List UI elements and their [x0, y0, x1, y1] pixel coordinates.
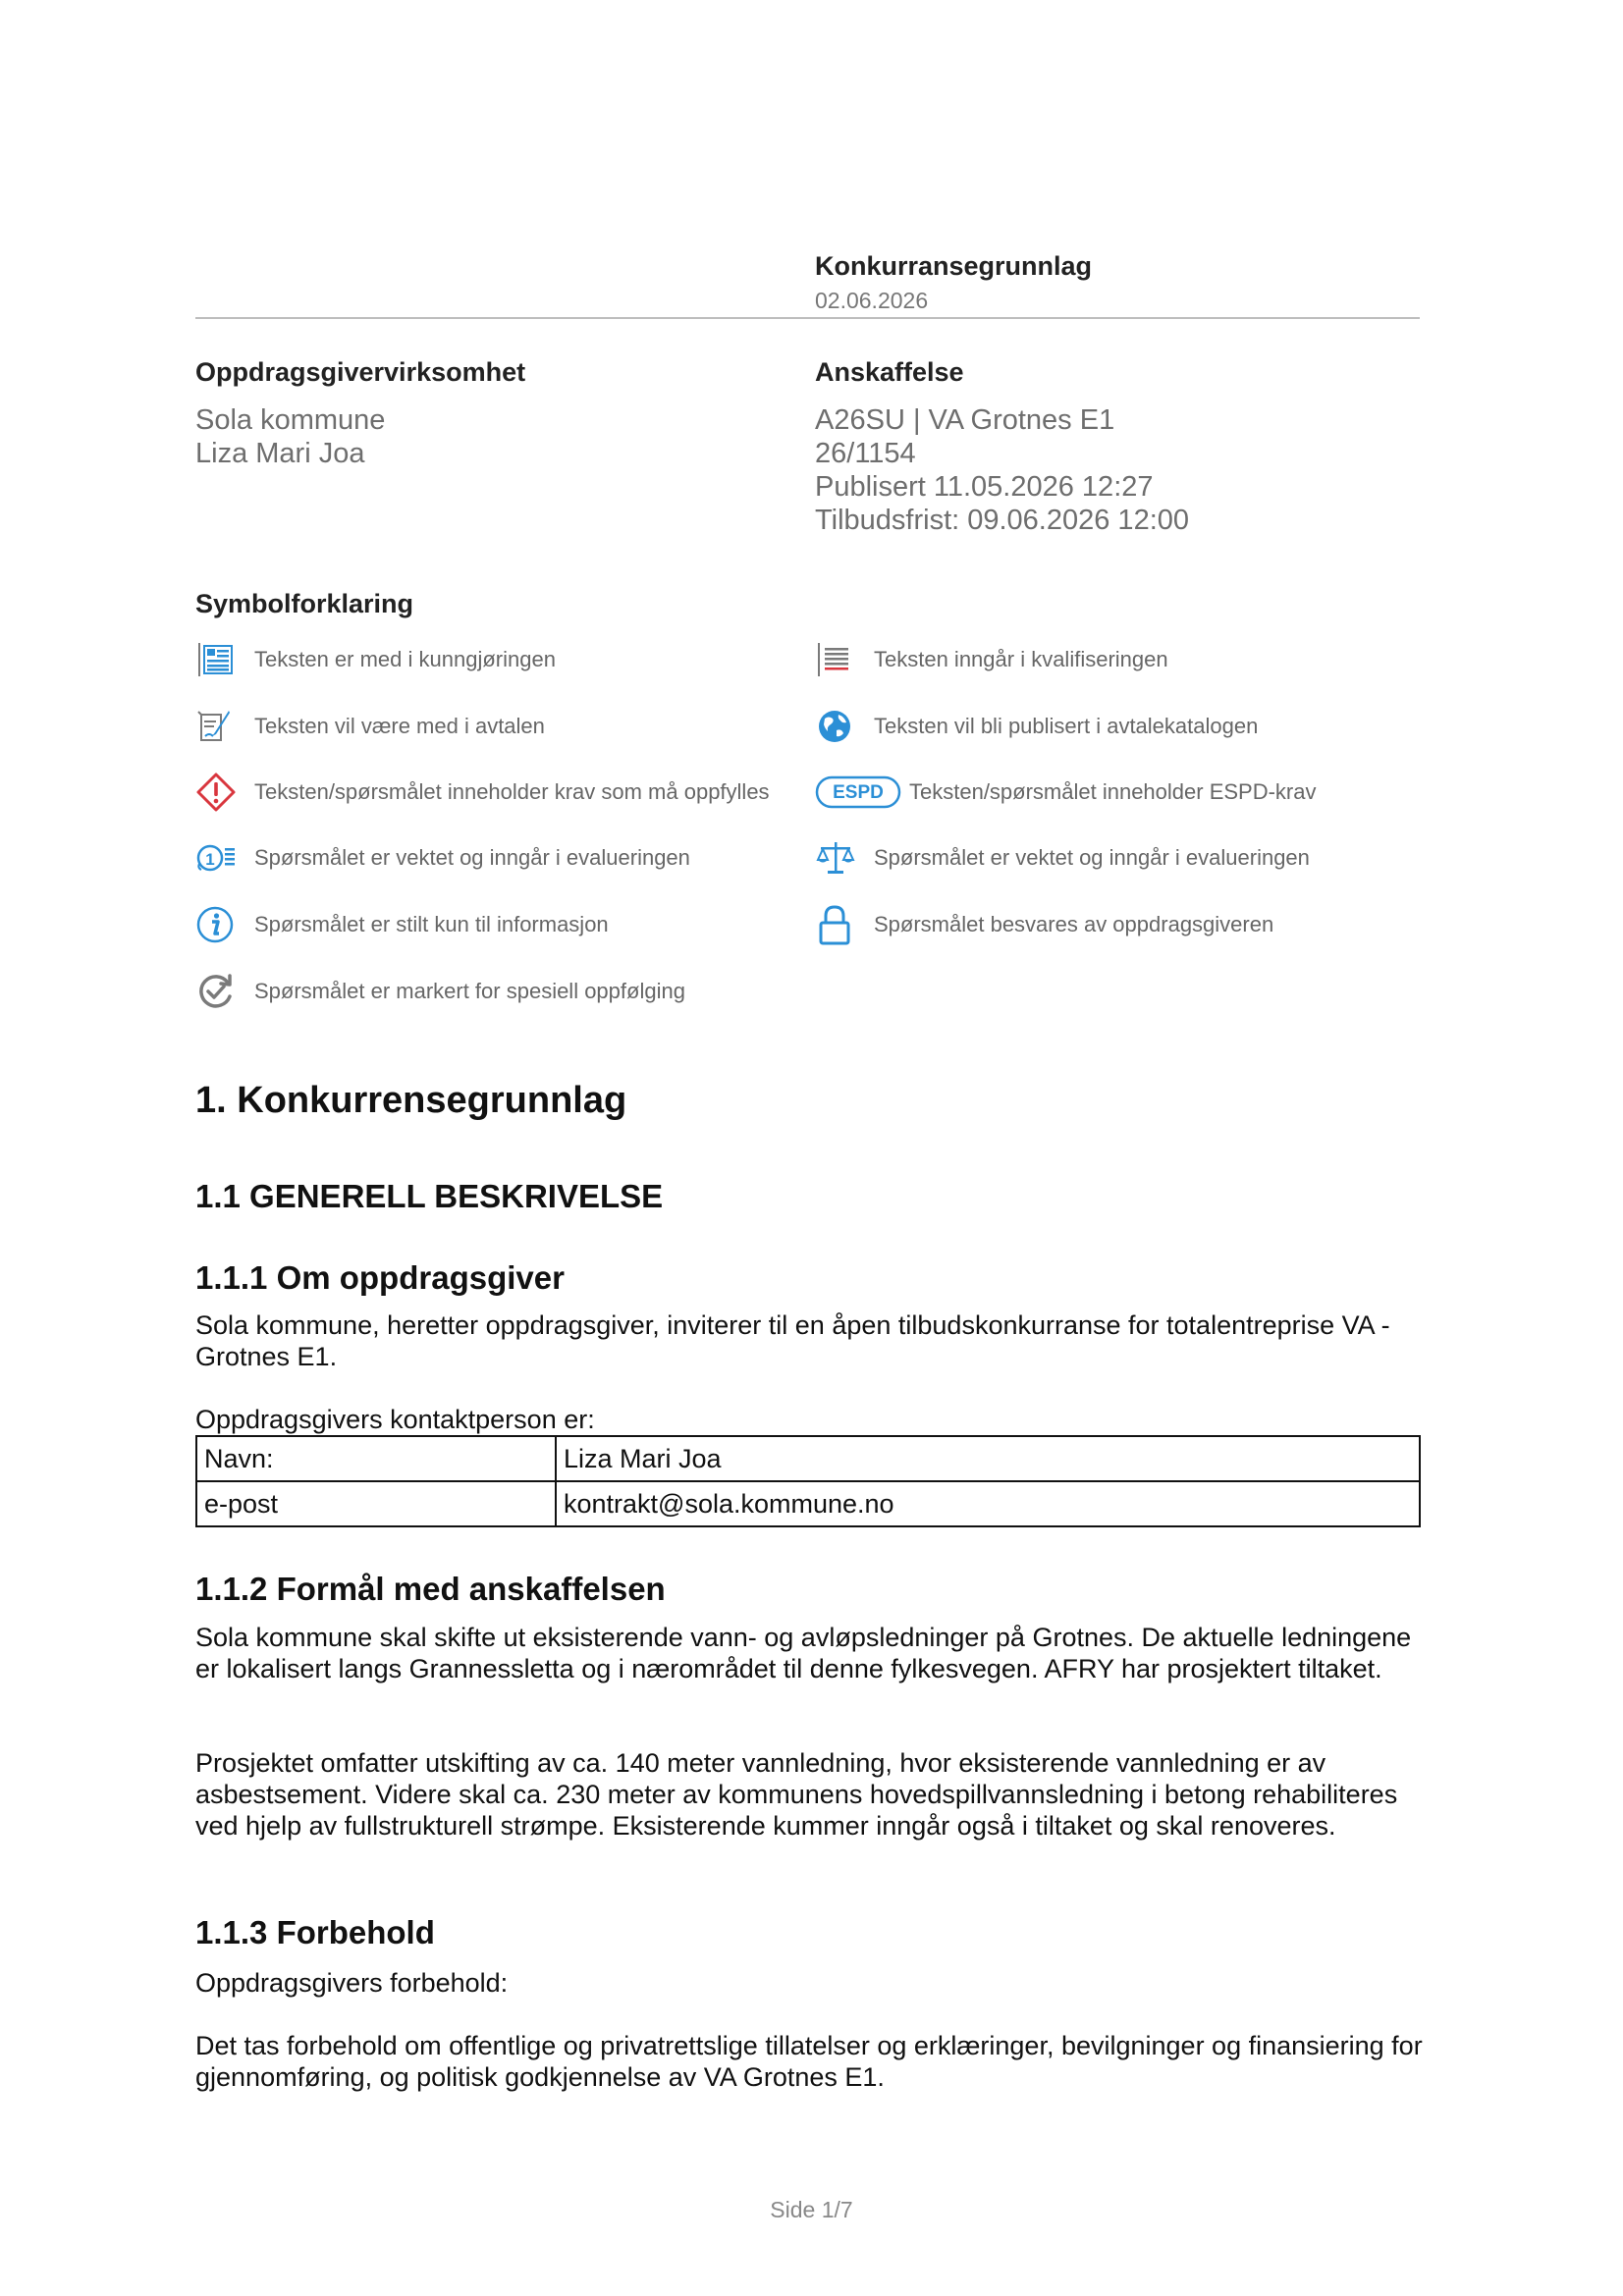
contract-sign-icon — [195, 705, 241, 748]
section-heading-1-1-3: 1.1.3 Forbehold — [195, 1914, 435, 1950]
legend-text: Spørsmålet besvares av oppdragsgiveren — [874, 912, 1274, 936]
document-date: 02.06.2026 — [815, 288, 929, 313]
legend-item — [195, 771, 770, 814]
procurement-reference: A26SU | VA Grotnes E1 — [815, 404, 1115, 436]
document-title: Konkurransegrunnlag — [815, 251, 1093, 281]
paragraph: Det tas forbehold om offentlige og privatrettslige tillatelser og erklæringer, bevilgninger og finansiering for gjennomføring, og politisk godkjennelse av VA Grotnes E1. — [195, 2031, 1423, 2092]
legend-item — [815, 771, 1317, 814]
buyer-person: Liza Mari Joa — [195, 438, 365, 469]
info-icon — [195, 903, 241, 946]
procurement-case-number: 26/1154 — [815, 438, 916, 469]
lock-icon — [815, 903, 860, 946]
table-row — [196, 1481, 1420, 1526]
espd-badge-text: ESPD — [833, 782, 884, 803]
legend-item — [195, 638, 556, 681]
contact-value: Liza Mari Joa — [556, 1436, 1420, 1481]
section-heading-1-1-2: 1.1.2 Formål med anskaffelsen — [195, 1571, 666, 1607]
contact-value: kontrakt@sola.kommune.no — [556, 1481, 1420, 1526]
paragraph: Prosjektet omfatter utskifting av ca. 140 meter vannledning, hvor eksisterende vannledning er av asbestsement. Videre skal ca. 230 meter av kommunens hovedspillvannsledning i betong rehabiliteres ved hjelp av fullstrukturell strømpe. Eksisterende kummer inngår også i tiltaket og skal renoveres. — [195, 1748, 1398, 1841]
globe-icon — [815, 705, 860, 748]
contact-intro: Oppdragsgivers kontaktperson er: — [195, 1405, 595, 1434]
page-number: Side 1/7 — [770, 2197, 853, 2222]
legend-text: Teksten vil bli publisert i avtalekatalogen — [874, 714, 1259, 738]
legend-item — [195, 705, 545, 748]
procurement-info — [815, 357, 1189, 537]
table-row — [196, 1436, 1420, 1481]
paragraph: Sola kommune, heretter oppdragsgiver, inviterer til en åpen tilbudskonkurranse for totalentreprise VA - Grotnes E1. — [195, 1310, 1390, 1371]
buyer-organization: Sola kommune — [195, 404, 386, 436]
legend-item — [195, 836, 690, 880]
header-divider — [195, 317, 1420, 319]
legend-text: Teksten/spørsmålet inneholder ESPD-krav — [909, 779, 1317, 804]
paragraph: Sola kommune skal skifte ut eksisterende vann- og avløpsledninger på Grotnes. De aktuelle ledningene er lokalisert langs Grannessletta og i nærområdet til denne fylkesvegen. AFRY har prosjektert tiltaket. — [195, 1623, 1412, 1683]
legend-text: Spørsmålet er vektet og inngår i evalueringen — [254, 845, 690, 870]
procurement-deadline: Tilbudsfrist: 09.06.2026 12:00 — [815, 505, 1190, 536]
section-heading-1: 1. Konkurrensegrunnlag — [195, 1080, 627, 1121]
document-header — [815, 251, 1092, 314]
legend-text: Teksten/spørsmålet inneholder krav som må oppfylles — [254, 779, 770, 804]
weighted-numbered-icon — [195, 836, 241, 880]
scales-icon — [815, 836, 860, 880]
legend-item — [195, 903, 609, 946]
legend-item — [815, 903, 1273, 946]
contact-table — [195, 1435, 1421, 1527]
contact-key: e-post — [196, 1481, 556, 1526]
svg-text:1: 1 — [205, 850, 215, 869]
procurement-published: Publisert 11.05.2026 12:27 — [815, 471, 1154, 503]
legend-item — [815, 638, 1168, 681]
buyer-heading: Oppdragsgivervirksomhet — [195, 357, 526, 387]
buyer-info — [195, 357, 525, 470]
legend-title: Symbolforklaring — [195, 589, 414, 618]
section-heading-1-1-1: 1.1.1 Om oppdragsgiver — [195, 1259, 565, 1296]
legend-text: Teksten inngår i kvalifiseringen — [874, 647, 1168, 671]
legend-item — [815, 705, 1258, 748]
followup-check-icon — [195, 970, 241, 1013]
contact-key: Navn: — [196, 1436, 556, 1481]
announcement-icon — [195, 638, 241, 681]
espd-badge-icon — [815, 771, 903, 814]
legend-text: Teksten vil være med i avtalen — [254, 714, 545, 738]
qualification-list-icon — [815, 638, 860, 681]
legend-text: Spørsmålet er stilt kun til informasjon — [254, 912, 609, 936]
legend-text: Teksten er med i kunngjøringen — [254, 647, 556, 671]
section-heading-1-1: 1.1 GENERELL BESKRIVELSE — [195, 1178, 664, 1214]
warning-diamond-icon — [195, 771, 241, 814]
paragraph: Oppdragsgivers forbehold: — [195, 1968, 509, 1998]
legend-item — [815, 836, 1310, 880]
legend-item — [195, 970, 685, 1013]
procurement-heading: Anskaffelse — [815, 357, 964, 387]
legend-text: Spørsmålet er markert for spesiell oppfølging — [254, 979, 685, 1003]
legend-text: Spørsmålet er vektet og inngår i evalueringen — [874, 845, 1310, 870]
